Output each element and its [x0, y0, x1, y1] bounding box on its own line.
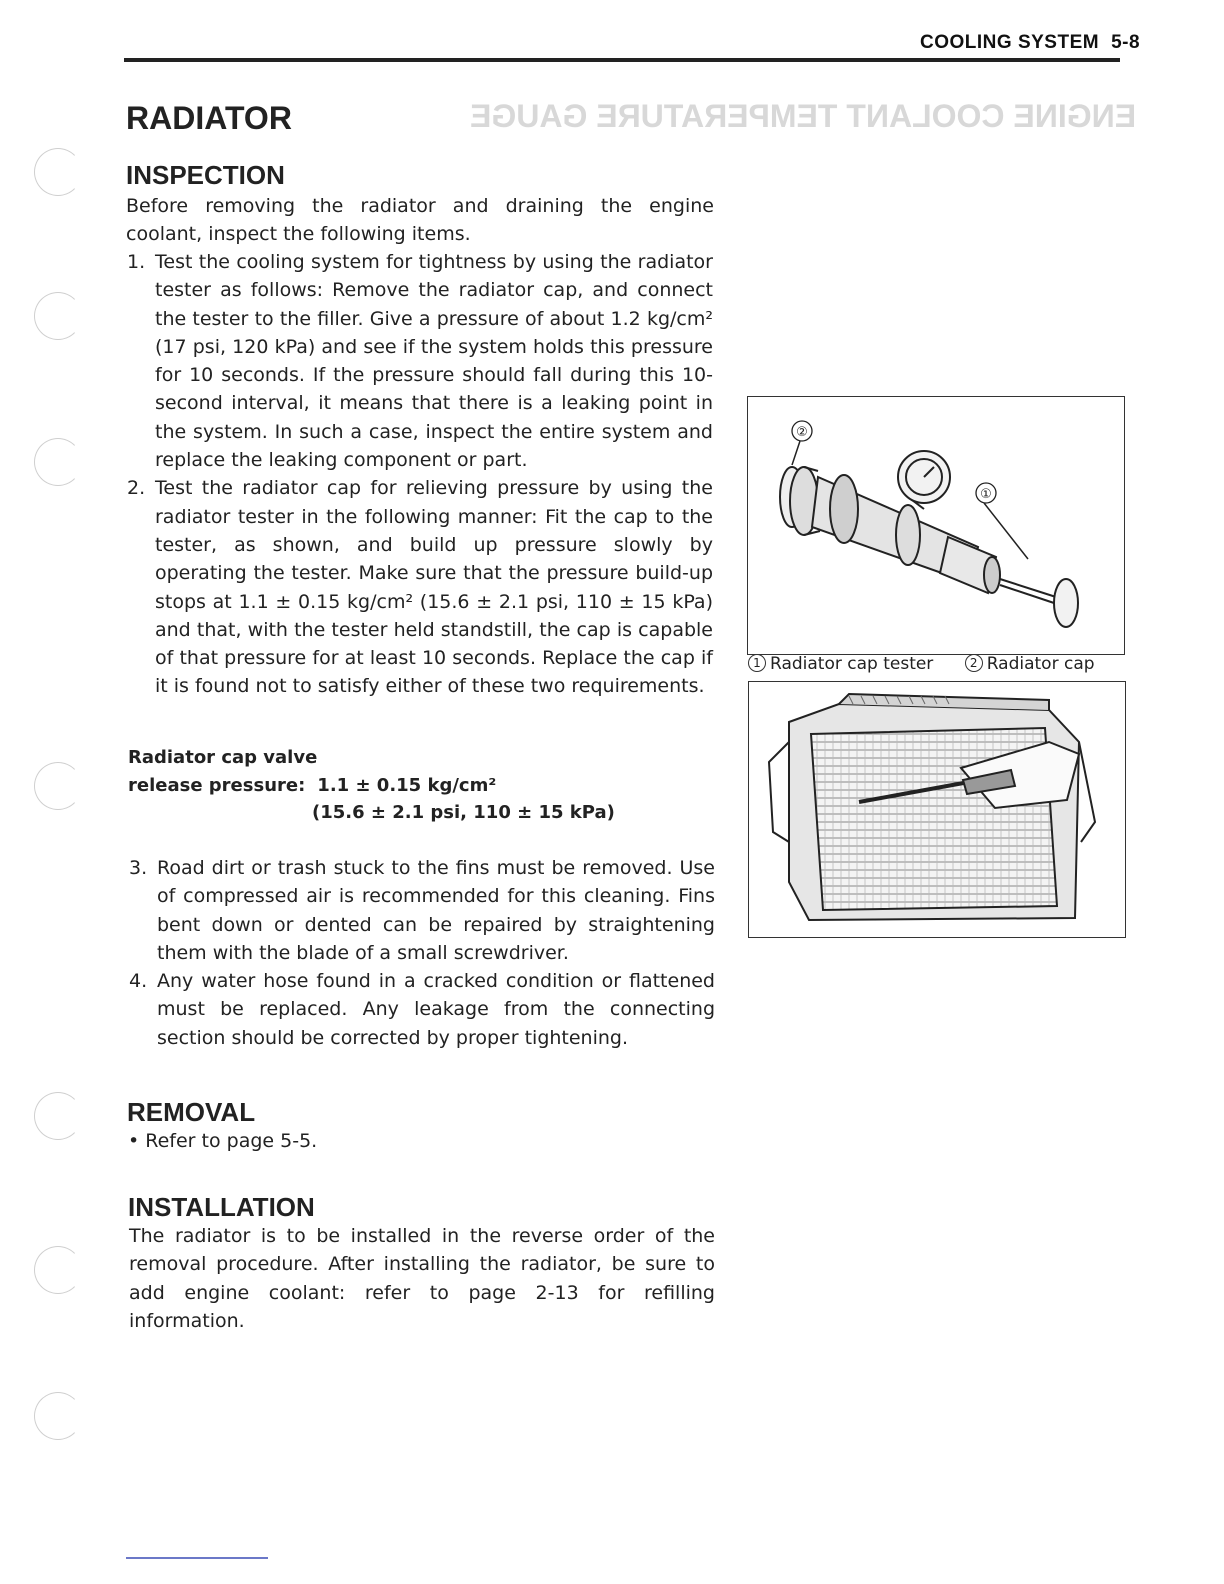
installation-text: The radiator is to be installed in the reverse order of the removal procedure. After installing the radiator, be sure to add engine coolant: refer to page 2-13 for refilling information.	[129, 1225, 715, 1332]
inspection-intro: Before removing the radiator and draining the engine coolant, inspect the following items.	[126, 195, 714, 246]
header-page-number: 5-8	[1111, 32, 1141, 53]
step-text: Any water hose found in a cracked condition or flattened must be replaced. Any leakage from the connecting section should be corrected by proper tightening.	[157, 970, 715, 1049]
spec-value: (15.6 ± 2.1 psi, 110 ± 15 kPa)	[312, 802, 615, 823]
list-item	[129, 854, 715, 967]
spec-label: Radiator cap valve	[128, 747, 318, 768]
inspection-steps-continued	[129, 854, 715, 1052]
spec-label: release pressure:	[128, 774, 306, 796]
running-header	[920, 32, 1140, 54]
removal-bullet: • Refer to page 5-5.	[128, 1130, 318, 1152]
step-text: Road dirt or trash stuck to the fins must be removed. Use of compressed air is recommended for this cleaning. Fins bent down or dented can be repaired by straightening them with the blade of a small screwdriver.	[157, 857, 715, 964]
step-number: 3.	[129, 857, 148, 879]
list-item	[127, 474, 713, 700]
punch-hole	[34, 1246, 82, 1294]
cap-release-pressure-spec	[128, 744, 615, 827]
installation-heading: INSTALLATION	[128, 1192, 315, 1222]
punch-hole	[34, 438, 82, 486]
punch-hole	[34, 762, 82, 810]
step-number: 1.	[127, 251, 146, 273]
step-text: Test the radiator cap for relieving pressure by using the radiator tester in the following manner: Fit the cap to the tester, as shown, and build up pressure slowly by operating the tester. Make sure that the pressure build-up stops at 1.1 ± 0.15 kg/cm² (15.6 ± 2.1 psi, 110 ± 15 kPa) and that, with the tester held standstill, the cap is capable of that pressure for at least 10 seconds. Replace the cap if it is found not to satisfy either of these two requirements.	[155, 477, 713, 698]
header-section: COOLING SYSTEM	[920, 32, 1100, 53]
spec-value: 1.1 ± 0.15 kg/cm²	[317, 774, 497, 796]
caption-marker: 2	[965, 654, 983, 672]
punch-hole	[34, 292, 82, 340]
step-text: Test the cooling system for tightness by using the radiator tester as follows: Remove the radiator cap, and connect the tester to the filler. Give a pressure of about 1.2 kg/cm² (17 psi, 120 kPa) and see if the system holds this pressure for 10 seconds. If the pressure should fall during this 10-second interval, it means that there is a leaking point in the system. In such a case, inspect the entire system and replace the leaking component or part.	[155, 251, 713, 472]
caption-marker: 1	[748, 654, 766, 672]
radiator-cap-tester-illustration	[747, 396, 1125, 655]
list-item	[127, 248, 713, 474]
step-number: 4.	[129, 970, 148, 993]
figure-caption	[748, 654, 1095, 674]
punch-hole	[34, 148, 82, 196]
footer-line	[126, 1557, 268, 1559]
step-number: 2.	[127, 477, 146, 500]
punch-hole	[34, 1092, 82, 1140]
inspection-heading: INSPECTION	[126, 160, 285, 190]
list-item	[129, 967, 715, 1052]
callout-1: ①	[980, 487, 992, 502]
inspection-steps	[127, 248, 713, 701]
radiator-icon	[749, 682, 1125, 937]
punch-hole	[34, 1392, 82, 1440]
header-rule	[124, 58, 1120, 62]
removal-heading: REMOVAL	[127, 1097, 256, 1127]
bleed-through-heading: ENGINE COOLANT TEMPERATURE GAUGE	[470, 98, 1137, 134]
callout-2: ②	[796, 425, 808, 440]
caption-cap: Radiator cap	[986, 654, 1095, 674]
page-title: RADIATOR	[126, 100, 292, 136]
radiator-cap-tester-icon	[748, 397, 1124, 654]
radiator-fin-cleaning-illustration	[748, 681, 1126, 938]
caption-tester: Radiator cap tester	[770, 654, 934, 674]
